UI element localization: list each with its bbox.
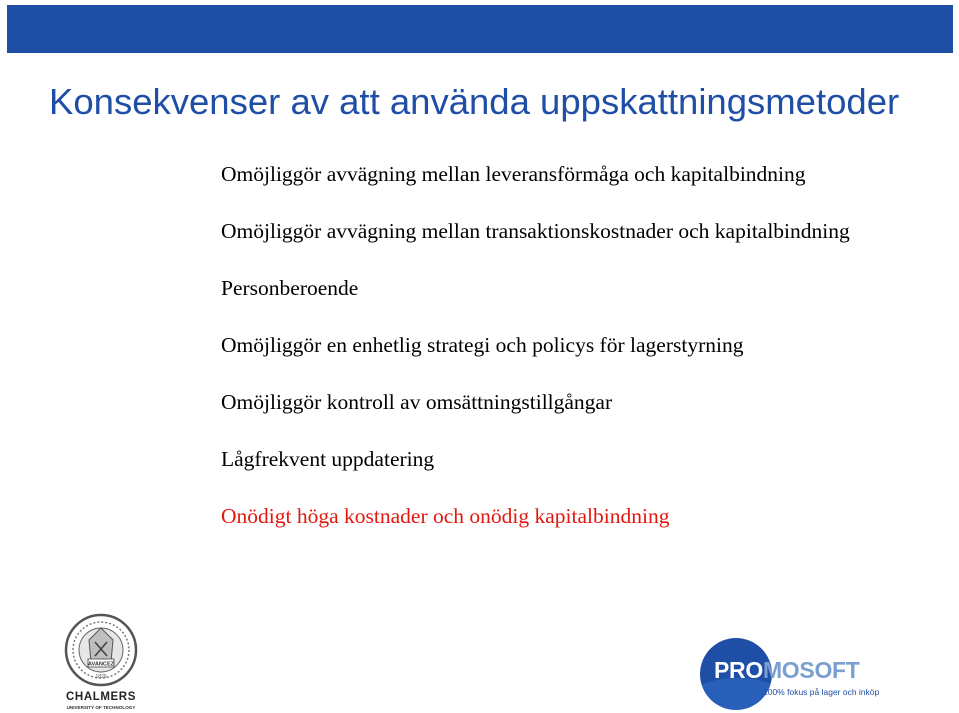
- top-banner: [7, 5, 953, 53]
- chalmers-seal-icon: [55, 612, 147, 690]
- promosoft-name-part2: MOSOFT: [762, 657, 860, 683]
- bullet-list: [221, 160, 921, 559]
- promosoft-tagline: 100% fokus på lager och inköp: [763, 687, 880, 697]
- bullet-item: Omöjliggör avvägning mellan transaktionskostnader och kapitalbindning: [221, 219, 850, 243]
- chalmers-seal-text: AVANCEZ: [87, 661, 115, 668]
- bullet-item-highlighted: Onödigt höga kostnader och onödig kapitalbindning: [221, 504, 670, 528]
- bullet-item: Omöjliggör avvägning mellan leveransförmåga och kapitalbindning: [221, 162, 806, 186]
- promosoft-name-part1: PRO: [714, 657, 763, 683]
- promosoft-logo: [700, 638, 900, 713]
- bullet-item: Omöjliggör en enhetlig strategi och policys för lagerstyrning: [221, 333, 744, 357]
- chalmers-logo: [55, 612, 155, 710]
- chalmers-subtitle: UNIVERSITY OF TECHNOLOGY: [66, 705, 136, 710]
- bullet-item: Personberoende: [221, 276, 359, 300]
- chalmers-seal-year: 1829: [95, 674, 107, 680]
- promosoft-name: [714, 657, 860, 683]
- slide-title: Konsekvenser av att använda uppskattningsmetoder: [49, 81, 900, 122]
- bullet-item: Lågfrekvent uppdatering: [221, 447, 435, 471]
- chalmers-name: CHALMERS: [66, 691, 136, 703]
- bullet-item: Omöjliggör kontroll av omsättningstillgångar: [221, 390, 613, 414]
